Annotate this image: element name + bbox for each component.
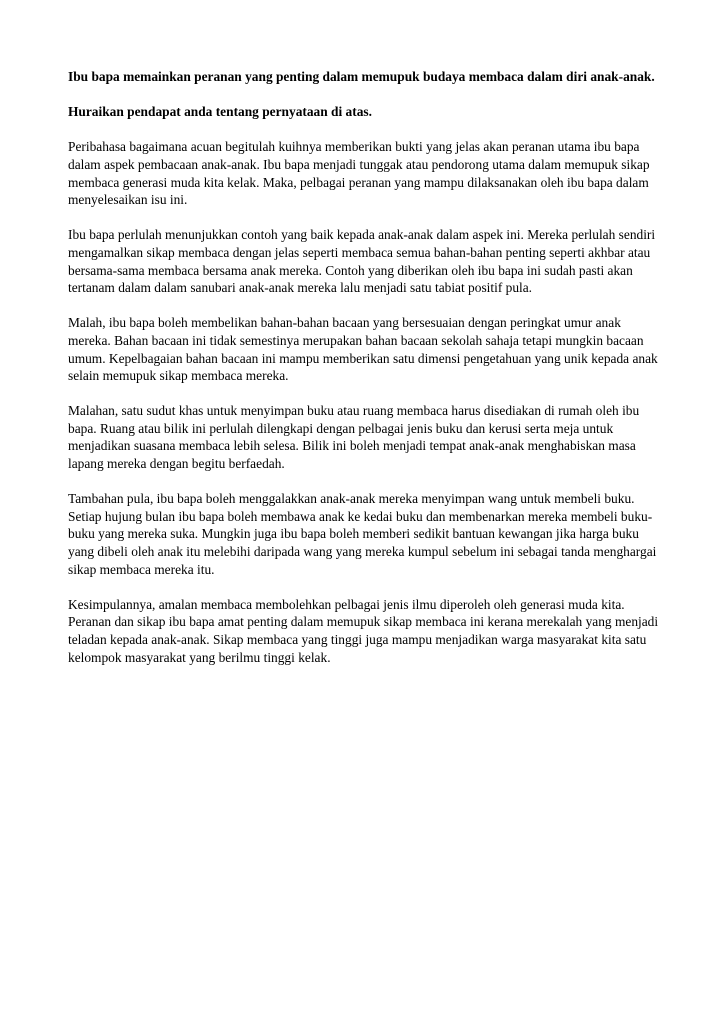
paragraph-conclusion: Kesimpulannya, amalan membaca membolehkan pelbagai jenis ilmu diperoleh oleh generasi muda kita. Peranan dan sikap ibu bapa amat penting dalam memupuk sikap membaca ini kerana merekalah yang menjadi teladan kepada anak-anak. Sikap membaca yang tinggi juga mampu menjadikan warga masyarakat kita satu kelompok masyarakat yang berilmu tinggi kelak. — [68, 596, 659, 665]
paragraph-point-4: Tambahan pula, ibu bapa boleh menggalakkan anak-anak mereka menyimpan wang untuk membeli buku. Setiap hujung bulan ibu bapa boleh membawa anak ke kedai buku dan membenarkan mereka membeli buku-buku yang mereka suka. Mungkin juga ibu bapa boleh memberi sedikit bantuan kewangan jika harga buku yang dibeli oleh anak itu melebihi daripada wang yang mereka kumpul sebelum ini sebagai tanda menghargai sikap membaca mereka itu. — [68, 491, 657, 577]
paragraph-point-2: Malah, ibu bapa boleh membelikan bahan-bahan bacaan yang bersesuaian dengan peringkat umur anak mereka. Bahan bacaan ini tidak semestinya merupakan bahan bacaan sekolah sahaja tetapi mungkin bacaan umum. Kepelbagaian bahan bacaan ini mampu memberikan satu dimensi pengetahuan yang unik kepada anak selain memupuk sikap membaca mereka. — [68, 315, 658, 384]
paragraph-point-3: Malahan, satu sudut khas untuk menyimpan buku atau ruang membaca harus disediakan di rumah oleh ibu bapa. Ruang atau bilik ini perlulah dilengkapi dengan pelbagai jenis buku dan kerusi serta meja untuk menjadikan suasana membaca lebih selesa. Bilik ini boleh menjadi tempat anak-anak menghabiskan masa lapang mereka dengan begitu berfaedah. — [68, 403, 640, 472]
essay-question: Huraikan pendapat anda tentang pernyataan di atas. — [68, 104, 372, 120]
essay-title: Ibu bapa memainkan peranan yang penting dalam memupuk budaya membaca dalam diri anak-anak. — [68, 69, 655, 84]
paragraph-introduction: Peribahasa bagaimana acuan begitulah kuihnya memberikan bukti yang jelas akan peranan utama ibu bapa dalam aspek pembacaan anak-anak. Ibu bapa menjadi tunggak atau pendorong utama dalam memupuk sikap membaca generasi muda kita kelak. Maka, pelbagai peranan yang mampu dilaksanakan oleh ibu bapa dalam menyelesaikan isu ini. — [68, 139, 650, 208]
paragraph-point-1: Ibu bapa perlulah menunjukkan contoh yang baik kepada anak-anak dalam aspek ini. Mereka perlulah sendiri mengamalkan sikap membaca dengan jelas seperti membaca semua bahan-bahan penting seperti akhbar atau bersama-sama membaca bersama anak mereka. Contoh yang diberikan oleh ibu bapa ini sudah pasti akan tertanam dalam dalam sanubari anak-anak mereka lalu menjadi satu tabiat positif pula. — [68, 227, 656, 296]
essay-document — [68, 68, 660, 684]
